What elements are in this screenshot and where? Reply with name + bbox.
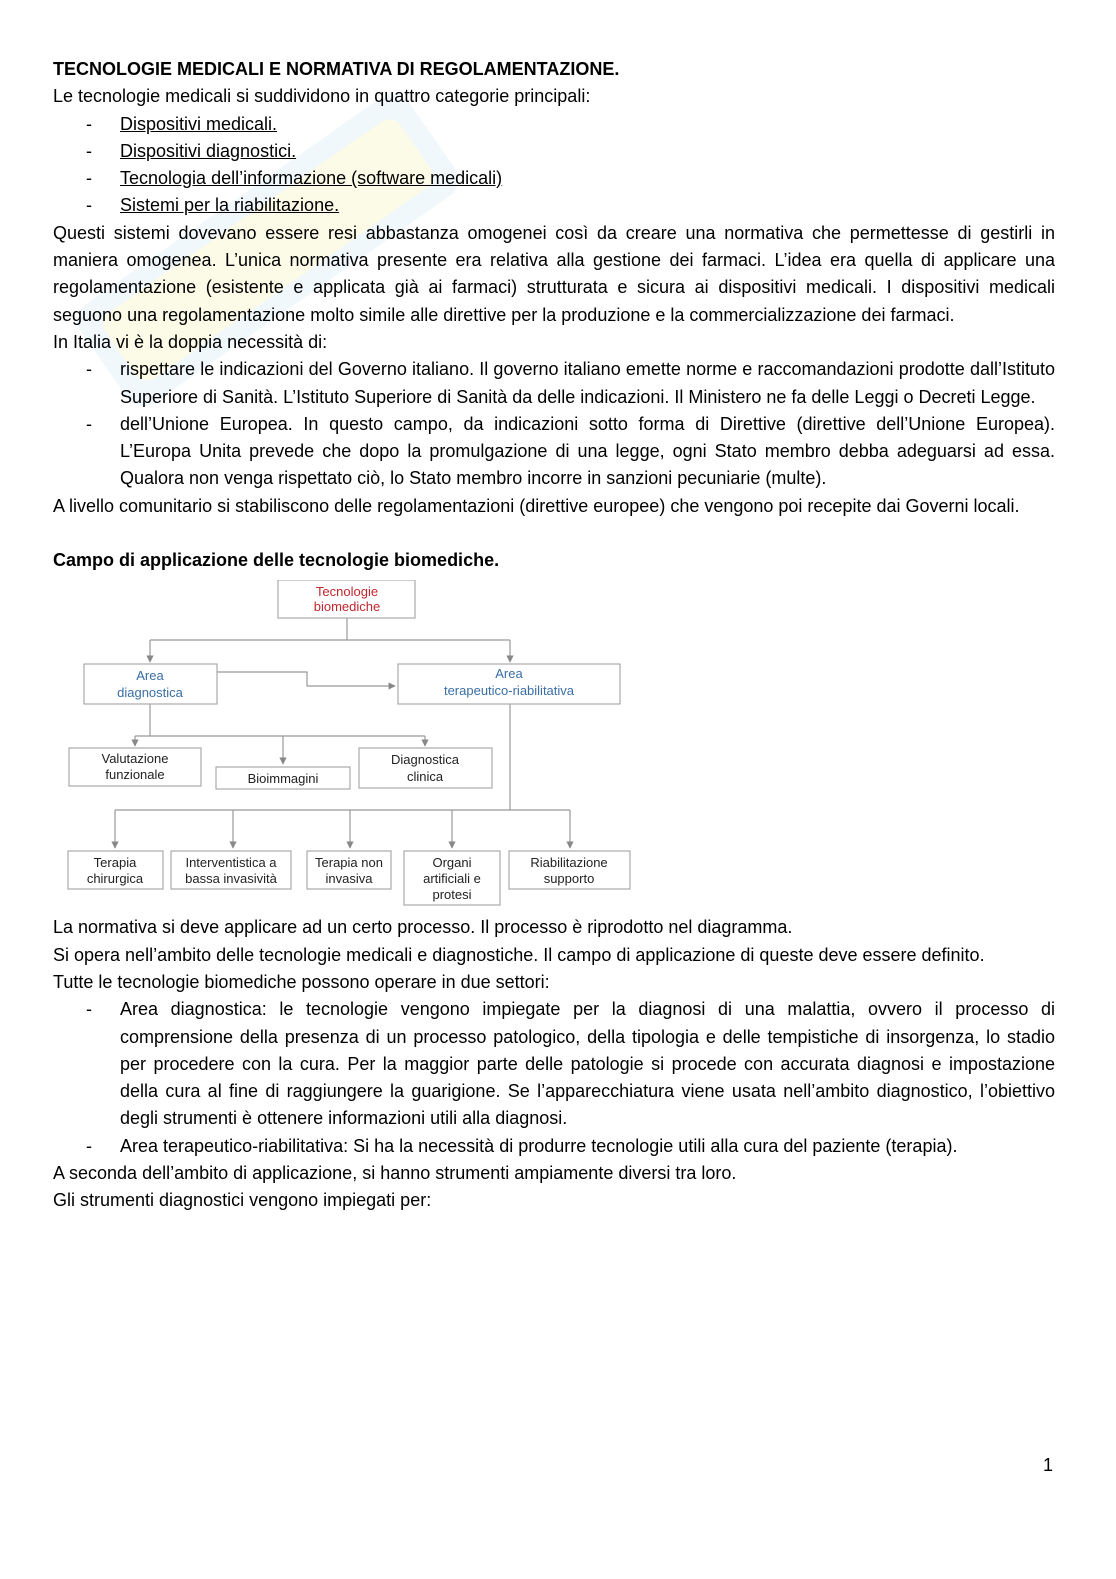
paragraph-normativa: Questi sistemi dovevano essere resi abbastanza omogenei così da creare una normativa che permettesse di gestirli in maniera omogenea. L’unica normativa presente era relativa alla gestione dei farmaci. L’idea era quella di applicare una regolamentazione (esistente e applicata già ai farmaci) strutturata e sicura ai dispositivi medicali. I dispositivi medicali seguono una regolamentazione molto simile alle direttive per la produzione e la commercializzazione dei farmaci. <box>53 222 1055 325</box>
node-terapia-non-invasiva-line1: Terapia non <box>315 855 383 871</box>
node-area-terapeutica-line2: terapeutico-riabilitativa <box>443 683 575 699</box>
document-title: TECNOLOGIE MEDICALI E NORMATIVA DI REGOLAMENTAZIONE. <box>53 59 620 79</box>
node-bioimmagini: Bioimmagini <box>247 771 319 787</box>
paragraph-comunitario: A livello comunitario si stabiliscono delle regolamentazioni (direttive europee) che vengono poi recepite dai Governi locali. <box>53 495 1020 516</box>
list-item: - Dispositivi diagnostici. <box>86 140 297 161</box>
node-interventistica-line2: bassa invasività <box>185 871 277 887</box>
list-item: - Dispositivi medicali. <box>86 113 278 134</box>
list-item: - Area terapeutico-riabilitativa: Si ha la necessità di produrre tecnologie utili alla cura del paziente (terapia). <box>86 1135 958 1156</box>
sectors-list <box>53 996 1055 1160</box>
node-riabilitazione-line2: supporto <box>543 871 595 887</box>
categories-list <box>53 111 1055 220</box>
node-area-terapeutica-line1: Area <box>495 666 523 682</box>
node-interventistica-line1: Interventistica a <box>185 855 277 871</box>
node-valutazione-line2: funzionale <box>105 767 165 783</box>
node-valutazione-line1: Valutazione <box>101 751 169 767</box>
paragraph-diagnostici: Gli strumenti diagnostici vengono impiegati per: <box>53 1190 432 1211</box>
paragraph-settori: Tutte le tecnologie biomediche possono operare in due settori: <box>53 971 550 992</box>
page-number: 1 <box>1043 1455 1054 1475</box>
list-item: - Area diagnostica: le tecnologie vengono impiegate per la diagnosi di una malattia, ovvero il processo di comprensione della presenza di un processo patologico, della tipologia e delle tempistiche di insorgenza, lo stadio per procedere con la cura. Per la maggior parte delle patologie si procede con accurata diagnosi e impostazione della cura al fine di raggiungere la guarigione. Se l’apparecchiatura viene usata nell’ambito diagnostico, l’obiettivo degli strumenti è ottenere informazioni utili alla diagnosi. <box>86 999 1055 1129</box>
node-organi-line2: artificiali e <box>423 871 481 887</box>
document-page <box>53 56 1055 1215</box>
node-root-line2: biomediche <box>313 599 381 615</box>
paragraph-strumenti: A seconda dell’ambito di applicazione, si hanno strumenti ampiamente diversi tra loro. <box>53 1163 737 1184</box>
list-item: - Tecnologia dell’informazione (software medicali) <box>86 168 503 189</box>
list-item: - Sistemi per la riabilitazione. <box>86 195 340 216</box>
intro-paragraph: Le tecnologie medicali si suddividono in quattro categorie principali: <box>53 86 591 107</box>
node-organi-line3: protesi <box>432 887 472 903</box>
node-diagnostica-clinica-line2: clinica <box>406 769 444 785</box>
paragraph-italia: In Italia vi è la doppia necessità di: <box>53 331 328 352</box>
needs-list <box>53 356 1055 492</box>
node-terapia-non-invasiva-line2: invasiva <box>325 871 373 887</box>
node-organi-line1: Organi <box>432 855 472 871</box>
node-riabilitazione-line1: Riabilitazione <box>530 855 608 871</box>
node-area-diagnostica-line2: diagnostica <box>117 685 183 701</box>
node-area-diagnostica-line1: Area <box>136 668 164 684</box>
list-item: - rispettare le indicazioni del Governo italiano. Il governo italiano emette norme e raccomandazioni prodotte dall’Istituto Superiore di Sanità. L’Istituto Superiore di Sanità da delle indicazioni. Il Ministero ne fa delle Leggi o Decreti Legge. <box>86 359 1055 407</box>
paragraph-processo: La normativa si deve applicare ad un certo processo. Il processo è riprodotto nel diagramma. <box>53 917 793 938</box>
node-terapia-chirurgica-line1: Terapia <box>93 855 137 871</box>
node-root-line1: Tecnologie <box>315 584 379 600</box>
node-terapia-chirurgica-line2: chirurgica <box>86 871 144 887</box>
paragraph-ambito: Si opera nell’ambito delle tecnologie medicali e diagnostiche. Il campo di applicazione di queste deve essere definito. <box>53 944 985 965</box>
node-diagnostica-clinica-line1: Diagnostica <box>391 752 459 768</box>
section-title: Campo di applicazione delle tecnologie biomediche. <box>53 550 500 571</box>
list-item: - dell’Unione Europea. In questo campo, da indicazioni sotto forma di Direttive (direttive dell’Unione Europea). L’Europa Unita prevede che dopo la promulgazione di una legge, ogni Stato membro debba adeguarsi ad essa. Qualora non venga rispettato ciò, lo Stato membro incorre in sanzioni pecuniarie (multe). <box>86 413 1055 489</box>
process-diagram <box>65 580 635 910</box>
